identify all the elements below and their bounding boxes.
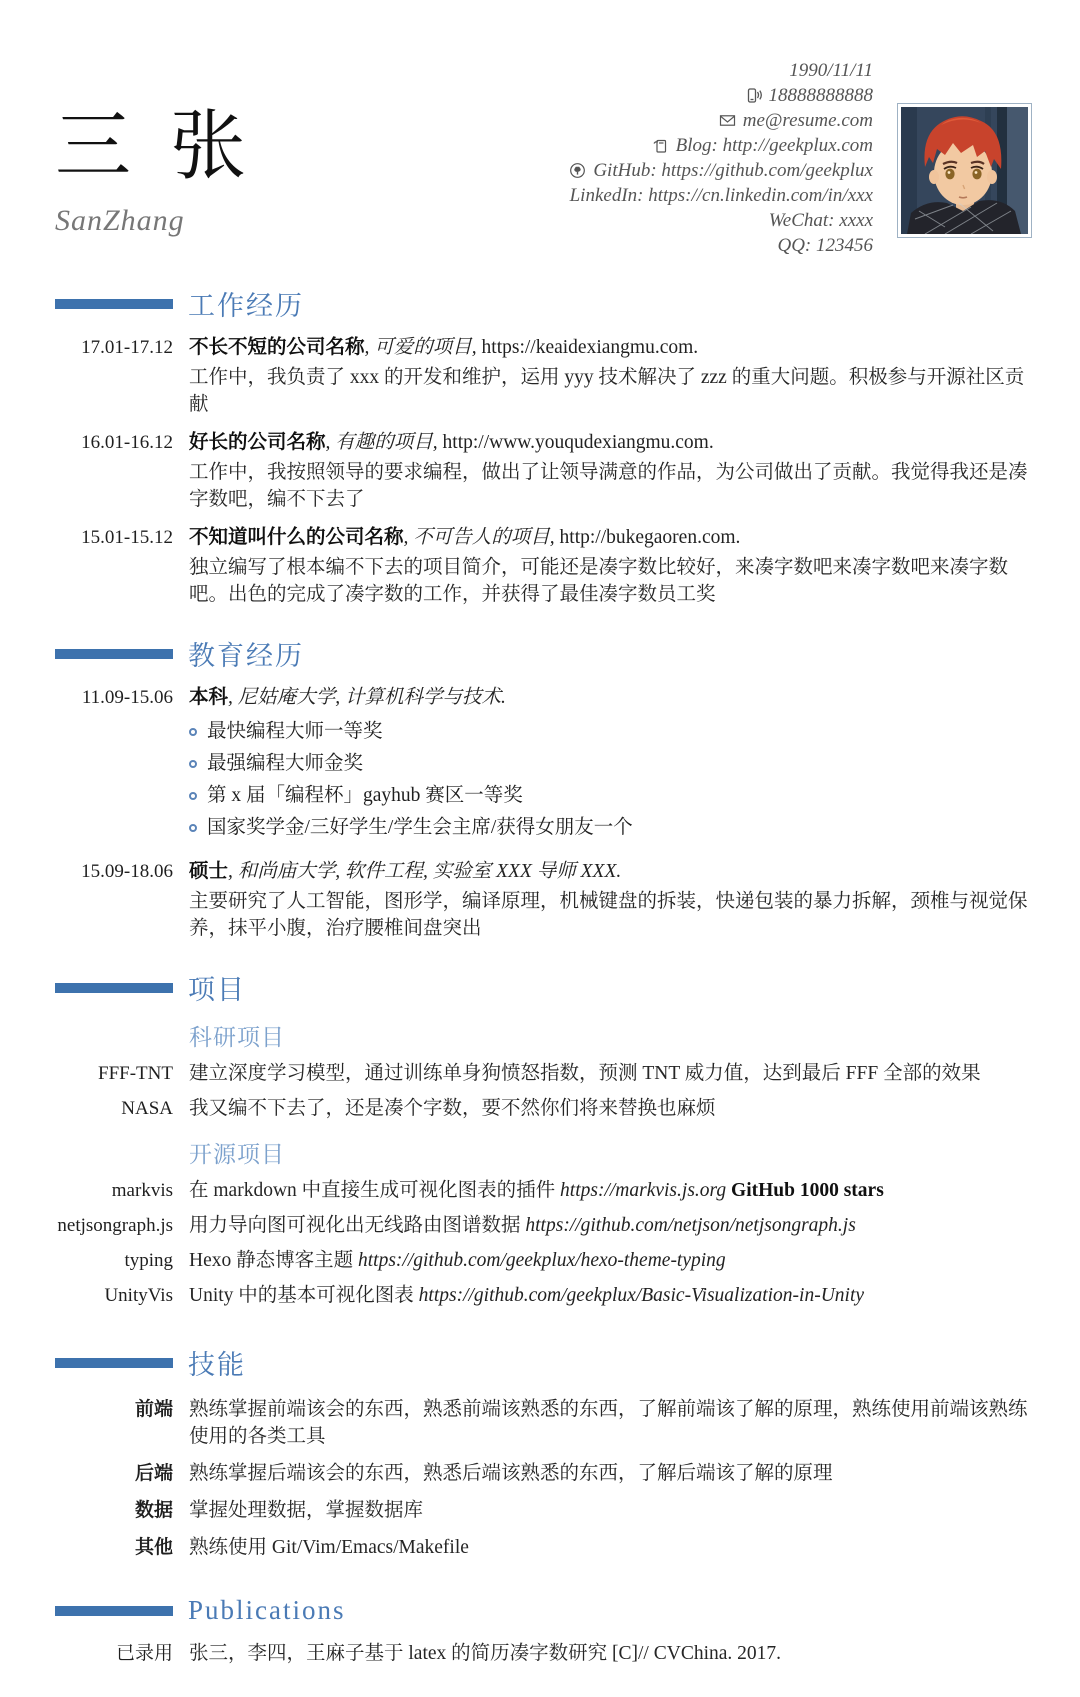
phone-value: 18888888888: [768, 84, 873, 106]
project-url[interactable]: https://github.com/geekplux/Basic-Visualization-in-Unity: [418, 1285, 865, 1306]
projects-section-header: [55, 968, 1032, 1007]
section-skills: [45, 1343, 1032, 1561]
section-education: [45, 634, 1032, 942]
project-name: , 有趣的项目,: [325, 432, 443, 453]
opensource-subtitle: 开源项目: [189, 1142, 285, 1167]
section-bar: [55, 1606, 173, 1616]
skill-desc: 掌握处理数据，掌握数据库: [189, 1500, 424, 1521]
project-row: [45, 1095, 1032, 1122]
project-desc: 用力导向图可视化出无线路由图谱数据: [189, 1215, 526, 1236]
education-entry-master: [45, 859, 1032, 942]
education-section-header: [55, 634, 1032, 673]
skills-section-header: [55, 1343, 1032, 1382]
research-subtitle: 科研项目: [189, 1025, 285, 1050]
mail-icon: [719, 112, 736, 129]
skill-label: 其他: [134, 1537, 173, 1558]
bullet-icon: [189, 728, 197, 736]
name-cjk: 三 张: [55, 105, 256, 189]
work-date: 15.01-15.12: [81, 527, 173, 548]
project-row: [45, 1212, 1032, 1239]
work-date: 17.01-17.12: [81, 337, 173, 358]
award-text: 第 x 届「编程杯」gayhub 赛区一等奖: [207, 785, 523, 806]
award-item: [189, 751, 1032, 776]
project-name: markvis: [111, 1180, 173, 1201]
projects-section-title: 项目: [188, 975, 246, 1005]
research-subsection: [45, 1019, 1032, 1052]
school-detail: , 尼姑庵大学, 计算机科学与技术.: [228, 687, 506, 708]
bullet-icon: [189, 760, 197, 768]
contact-phone: [745, 83, 874, 108]
award-text: 国家奖学金/三好学生/学生会主席/获得女朋友一个: [207, 817, 633, 838]
project-desc: Unity 中的基本可视化图表: [189, 1285, 419, 1306]
qq-value: QQ: 123456: [777, 234, 873, 256]
school-detail: , 和尚庙大学, 软件工程, 实验室 XXX 导师 XXX.: [228, 861, 622, 882]
profile-photo: [897, 103, 1032, 238]
company-url[interactable]: http://bukegaoren.com.: [559, 527, 741, 548]
skill-label: 后端: [134, 1463, 173, 1484]
skill-label: 数据: [134, 1500, 173, 1521]
education-section-title: 教育经历: [188, 641, 304, 671]
contact-blog[interactable]: [652, 133, 873, 158]
project-desc: 我又编不下去了，还是凑个字数，要不然你们将来替换也麻烦: [189, 1098, 716, 1119]
work-entry: [45, 525, 1032, 608]
company-name: 不长不短的公司名称: [189, 337, 365, 358]
project-desc: Hexo 静态博客主题: [189, 1250, 358, 1271]
award-item: [189, 783, 1032, 808]
blog-value[interactable]: Blog: http://geekplux.com: [675, 134, 873, 156]
work-entry: [45, 430, 1032, 513]
education-desc: 主要研究了人工智能，图形学，编译原理，机械键盘的拆装，快递包装的暴力拆解，颈椎与视觉保养，抹平小腹，治疗腰椎间盘突出: [189, 891, 1028, 939]
publications-section-header: [55, 1595, 1032, 1626]
project-row: [45, 1060, 1032, 1087]
project-name: UnityVis: [104, 1285, 173, 1306]
bullet-icon: [189, 824, 197, 832]
publication-row: [45, 1638, 1032, 1667]
resume-header: [45, 56, 1032, 258]
skills-section-title: 技能: [188, 1350, 246, 1380]
education-date: 11.09-15.06: [81, 687, 173, 708]
contact-github[interactable]: [569, 158, 873, 183]
blog-icon: [652, 137, 669, 154]
publication-status: 已录用: [115, 1643, 173, 1664]
contact-birthday: [789, 58, 873, 83]
project-name: NASA: [121, 1098, 173, 1119]
award-text: 最快编程大师一等奖: [207, 721, 383, 742]
project-row: [45, 1177, 1032, 1204]
award-list: [189, 719, 1032, 840]
project-row: [45, 1282, 1032, 1309]
skill-desc: 熟练掌握后端该会的东西，熟悉后端该熟悉的东西，了解后端该了解的原理: [189, 1463, 833, 1484]
company-name: 不知道叫什么的公司名称: [189, 527, 404, 548]
section-bar: [55, 299, 173, 309]
project-name: FFF-TNT: [98, 1063, 173, 1084]
header-right: [569, 56, 1032, 258]
skill-desc: 熟练掌握前端该会的东西，熟悉前端该熟悉的东西，了解前端该了解的原理，熟练使用前端该熟练使用的各类工具: [189, 1399, 1028, 1447]
work-section-title: 工作经历: [188, 291, 304, 321]
section-projects: [45, 968, 1032, 1309]
work-entry: [45, 335, 1032, 418]
project-stars: GitHub 1000 stars: [726, 1180, 884, 1201]
github-value[interactable]: GitHub: https://github.com/geekplux: [593, 159, 873, 181]
skill-label: 前端: [134, 1399, 173, 1420]
contact-email[interactable]: [719, 108, 873, 133]
work-date: 16.01-16.12: [81, 432, 173, 453]
contact-linkedin[interactable]: [570, 183, 873, 208]
contact-block: [569, 58, 873, 258]
wechat-value: WeChat: xxxx: [768, 209, 873, 231]
project-row: [45, 1247, 1032, 1274]
award-text: 最强编程大师金奖: [207, 753, 364, 774]
name-latin: SanZhang: [55, 203, 185, 237]
contact-qq: [777, 233, 873, 258]
company-url[interactable]: http://www.youqudexiangmu.com.: [442, 432, 714, 453]
name-block: [55, 106, 256, 238]
project-name: , 可爱的项目,: [364, 337, 482, 358]
skill-row: [45, 1458, 1032, 1487]
section-publications: [45, 1595, 1032, 1667]
bullet-icon: [189, 792, 197, 800]
project-name: , 不可告人的项目,: [403, 527, 560, 548]
skill-row: [45, 1495, 1032, 1524]
opensource-subsection: [45, 1136, 1032, 1169]
project-name: typing: [124, 1250, 173, 1271]
project-name: netjsongraph.js: [57, 1215, 173, 1236]
skill-row: [45, 1532, 1032, 1561]
project-url[interactable]: https://markvis.js.org: [560, 1180, 727, 1201]
work-desc: 工作中，我负责了 xxx 的开发和维护，运用 yyy 技术解决了 zzz 的重大问题。积极参与开源社区贡献: [189, 367, 1025, 415]
publication-text: 张三，李四，王麻子基于 latex 的简历凑字数研究 [C]// CVChina. 2017.: [189, 1643, 782, 1664]
publications-section-title: Publications: [188, 1595, 346, 1625]
birthday-value: 1990/11/11: [789, 59, 873, 81]
award-item: [189, 719, 1032, 744]
skill-row: [45, 1394, 1032, 1450]
education-date: 15.09-18.06: [81, 861, 173, 882]
github-icon: [569, 162, 586, 179]
degree-name: 硕士: [189, 861, 229, 882]
project-desc: 建立深度学习模型，通过训练单身狗愤怒指数，预测 TNT 威力值，达到最后 FFF 全部的效果: [189, 1063, 981, 1084]
linkedin-value[interactable]: LinkedIn: https://cn.linkedin.com/in/xxx: [569, 184, 873, 206]
company-url[interactable]: https://keaidexiangmu.com.: [481, 337, 699, 358]
skill-desc: 熟练使用 Git/Vim/Emacs/Makefile: [189, 1537, 469, 1558]
phone-icon: [745, 87, 762, 104]
degree-name: 本科: [189, 687, 229, 708]
contact-wechat: [769, 208, 873, 233]
project-url[interactable]: https://github.com/netjson/netjsongraph.js: [525, 1215, 856, 1236]
education-entry-bachelor: [45, 685, 1032, 847]
section-bar: [55, 1358, 173, 1368]
company-name: 好长的公司名称: [189, 432, 326, 453]
work-desc: 工作中，我按照领导的要求编程，做出了让领导满意的作品，为公司做出了贡献。我觉得我还是凑字数吧，编不下去了: [189, 462, 1028, 510]
award-item: [189, 815, 1032, 840]
section-work: [45, 284, 1032, 608]
project-desc: 在 markdown 中直接生成可视化图表的插件: [189, 1180, 561, 1201]
section-bar: [55, 649, 173, 659]
email-value[interactable]: me@resume.com: [742, 109, 873, 131]
work-desc: 独立编写了根本编不下去的项目简介，可能还是凑字数比较好，来凑字数吧来凑字数吧来凑字数吧。出色的完成了凑字数的工作，并获得了最佳凑字数员工奖: [189, 557, 1009, 605]
section-bar: [55, 983, 173, 993]
portrait-illustration: [901, 107, 1028, 234]
project-url[interactable]: https://github.com/geekplux/hexo-theme-typing: [358, 1250, 726, 1271]
work-section-header: [55, 284, 1032, 323]
